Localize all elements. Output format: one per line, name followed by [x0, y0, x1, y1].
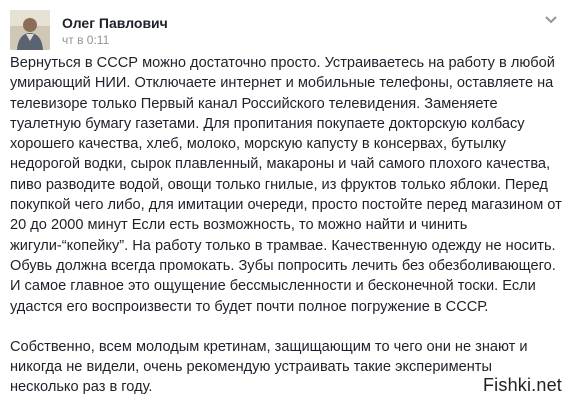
chevron-down-icon[interactable]: [544, 12, 558, 22]
watermark: Fishki.net: [482, 375, 562, 395]
author-name[interactable]: Олег Павлович: [62, 15, 168, 31]
post-paragraph: Вернуться в СССР можно достаточно просто. Устраиваетесь на работу в любой умирающий НИИ. Отключаете интернет и мобильные телефоны, оставляете на телевизоре только Первый канал Российского телевидения. Заменяете туалетную бумагу газетами. Для пропитания покупаете докторскую колбасу хорошего качества, хлеб, молоко, морскую капусту в консервах, бутылку недорогой водки, сырок плавленный, макароны и чай самого плохого качества, пиво разводите водой, овощи только гнилые, из фруктов только яблоки. Перед покупкой чего либо, для имитации очереди, просто постойте перед магазином от 20 до 2000 минут Если есть возможность, то можно найти и чинить жигули-“копейку”. На работу только в трамвае. Качественную одежду не носить. Обувь должна всегда промокать. Зубы попросить лечить без обезболивающего. И самое главное это ощущение бессмысленности и бесконечной тоски. Если удастся его воспроизвести то будет почти полное погружение в СССР.: [10, 55, 562, 315]
avatar[interactable]: [10, 10, 50, 50]
post-paragraph: Собственно, всем молодым кретинам, защищающим то чего они не знают и никогда не видели, очень рекомендую устраивать такие эксперименты несколько раз в году.: [10, 338, 528, 396]
post-body: [10, 53, 562, 398]
post-header: [10, 10, 560, 50]
post-timestamp[interactable]: чт в 0:11: [62, 33, 110, 47]
avatar-photo-icon: [10, 10, 50, 50]
